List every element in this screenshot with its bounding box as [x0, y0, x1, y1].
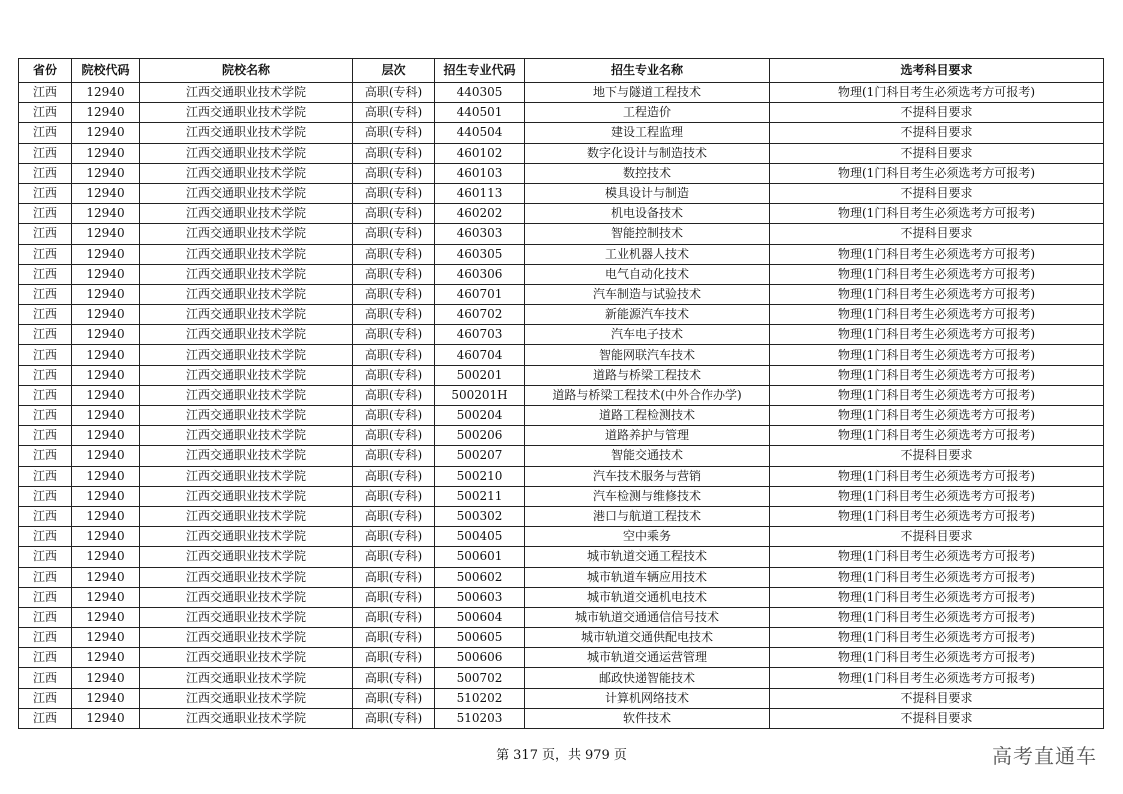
cell-level: 高职(专科) — [353, 244, 435, 264]
cell-subject-requirement: 物理(1门科目考生必须选考方可报考) — [770, 587, 1104, 607]
cell-major-code: 500211 — [435, 486, 525, 506]
cell-province: 江西 — [19, 284, 72, 304]
cell-major-code: 440501 — [435, 103, 525, 123]
cell-province: 江西 — [19, 607, 72, 627]
cell-level: 高职(专科) — [353, 103, 435, 123]
cell-school-name: 江西交通职业技术学院 — [140, 385, 353, 405]
cell-province: 江西 — [19, 466, 72, 486]
cell-major-code: 460702 — [435, 305, 525, 325]
cell-school-name: 江西交通职业技术学院 — [140, 305, 353, 325]
cell-major-code: 500201 — [435, 365, 525, 385]
page-suffix: 页 — [613, 748, 627, 763]
cell-major-code: 500210 — [435, 466, 525, 486]
cell-major-code: 460703 — [435, 325, 525, 345]
cell-subject-requirement: 物理(1门科目考生必须选考方可报考) — [770, 83, 1104, 103]
cell-subject-requirement: 物理(1门科目考生必须选考方可报考) — [770, 325, 1104, 345]
cell-major-name: 软件技术 — [525, 708, 770, 728]
cell-school-code: 12940 — [72, 587, 140, 607]
cell-major-code: 460102 — [435, 143, 525, 163]
cell-major-code: 440305 — [435, 83, 525, 103]
cell-level: 高职(专科) — [353, 365, 435, 385]
cell-level: 高职(专科) — [353, 446, 435, 466]
table-row — [19, 163, 1104, 183]
cell-school-name: 江西交通职业技术学院 — [140, 325, 353, 345]
table-row — [19, 628, 1104, 648]
cell-major-name: 城市轨道车辆应用技术 — [525, 567, 770, 587]
table-row — [19, 547, 1104, 567]
cell-school-name: 江西交通职业技术学院 — [140, 607, 353, 627]
cell-school-code: 12940 — [72, 325, 140, 345]
table-row — [19, 284, 1104, 304]
cell-subject-requirement: 不提科目要求 — [770, 183, 1104, 203]
cell-school-code: 12940 — [72, 406, 140, 426]
cell-subject-requirement: 物理(1门科目考生必须选考方可报考) — [770, 668, 1104, 688]
cell-subject-requirement: 不提科目要求 — [770, 224, 1104, 244]
cell-major-code: 500207 — [435, 446, 525, 466]
cell-level: 高职(专科) — [353, 284, 435, 304]
cell-subject-requirement: 物理(1门科目考生必须选考方可报考) — [770, 385, 1104, 405]
cell-school-name: 江西交通职业技术学院 — [140, 587, 353, 607]
cell-school-name: 江西交通职业技术学院 — [140, 446, 353, 466]
cell-major-name: 汽车检测与维修技术 — [525, 486, 770, 506]
cell-school-name: 江西交通职业技术学院 — [140, 708, 353, 728]
watermark: 高考直通车 — [992, 744, 1097, 768]
cell-major-name: 道路养护与管理 — [525, 426, 770, 446]
cell-province: 江西 — [19, 325, 72, 345]
cell-subject-requirement: 不提科目要求 — [770, 143, 1104, 163]
cell-school-name: 江西交通职业技术学院 — [140, 527, 353, 547]
cell-school-code: 12940 — [72, 648, 140, 668]
cell-major-code: 500201H — [435, 385, 525, 405]
cell-province: 江西 — [19, 668, 72, 688]
cell-level: 高职(专科) — [353, 628, 435, 648]
table-row — [19, 183, 1104, 203]
cell-school-name: 江西交通职业技术学院 — [140, 628, 353, 648]
cell-major-name: 数字化设计与制造技术 — [525, 143, 770, 163]
cell-school-code: 12940 — [72, 183, 140, 203]
cell-major-code: 460306 — [435, 264, 525, 284]
cell-school-code: 12940 — [72, 708, 140, 728]
cell-province: 江西 — [19, 83, 72, 103]
cell-level: 高职(专科) — [353, 183, 435, 203]
cell-school-name: 江西交通职业技术学院 — [140, 648, 353, 668]
cell-school-code: 12940 — [72, 103, 140, 123]
cell-major-code: 500606 — [435, 648, 525, 668]
cell-level: 高职(专科) — [353, 123, 435, 143]
cell-school-code: 12940 — [72, 284, 140, 304]
page-number: 317 — [513, 748, 538, 763]
table-row — [19, 83, 1104, 103]
cell-level: 高职(专科) — [353, 587, 435, 607]
table-row — [19, 224, 1104, 244]
cell-major-name: 港口与航道工程技术 — [525, 506, 770, 526]
cell-school-name: 江西交通职业技术学院 — [140, 123, 353, 143]
cell-major-code: 500601 — [435, 547, 525, 567]
table-row — [19, 406, 1104, 426]
cell-school-name: 江西交通职业技术学院 — [140, 244, 353, 264]
cell-province: 江西 — [19, 628, 72, 648]
page-footer — [0, 744, 1123, 763]
cell-level: 高职(专科) — [353, 385, 435, 405]
cell-school-code: 12940 — [72, 345, 140, 365]
cell-level: 高职(专科) — [353, 668, 435, 688]
cell-major-name: 智能交通技术 — [525, 446, 770, 466]
cell-level: 高职(专科) — [353, 264, 435, 284]
cell-major-name: 空中乘务 — [525, 527, 770, 547]
page-prefix: 第 — [496, 748, 510, 763]
cell-level: 高职(专科) — [353, 688, 435, 708]
cell-subject-requirement: 不提科目要求 — [770, 446, 1104, 466]
cell-school-code: 12940 — [72, 204, 140, 224]
total-pages: 979 — [585, 748, 610, 763]
table-row — [19, 607, 1104, 627]
cell-level: 高职(专科) — [353, 426, 435, 446]
cell-school-code: 12940 — [72, 224, 140, 244]
table-row — [19, 688, 1104, 708]
cell-major-code: 460704 — [435, 345, 525, 365]
cell-subject-requirement: 物理(1门科目考生必须选考方可报考) — [770, 547, 1104, 567]
table-row — [19, 426, 1104, 446]
cell-province: 江西 — [19, 123, 72, 143]
cell-school-code: 12940 — [72, 426, 140, 446]
cell-province: 江西 — [19, 567, 72, 587]
cell-school-name: 江西交通职业技术学院 — [140, 547, 353, 567]
header-level: 层次 — [353, 59, 435, 83]
cell-province: 江西 — [19, 426, 72, 446]
cell-school-name: 江西交通职业技术学院 — [140, 83, 353, 103]
table-row — [19, 506, 1104, 526]
cell-school-name: 江西交通职业技术学院 — [140, 204, 353, 224]
cell-major-name: 汽车技术服务与营销 — [525, 466, 770, 486]
cell-subject-requirement: 物理(1门科目考生必须选考方可报考) — [770, 244, 1104, 264]
cell-subject-requirement: 不提科目要求 — [770, 708, 1104, 728]
cell-major-name: 城市轨道交通通信信号技术 — [525, 607, 770, 627]
header-major-code: 招生专业代码 — [435, 59, 525, 83]
cell-subject-requirement: 物理(1门科目考生必须选考方可报考) — [770, 486, 1104, 506]
cell-school-code: 12940 — [72, 446, 140, 466]
cell-major-name: 工业机器人技术 — [525, 244, 770, 264]
cell-school-code: 12940 — [72, 628, 140, 648]
cell-school-code: 12940 — [72, 385, 140, 405]
cell-level: 高职(专科) — [353, 163, 435, 183]
cell-major-code: 460305 — [435, 244, 525, 264]
cell-school-code: 12940 — [72, 486, 140, 506]
table-row — [19, 103, 1104, 123]
cell-level: 高职(专科) — [353, 486, 435, 506]
cell-level: 高职(专科) — [353, 83, 435, 103]
cell-province: 江西 — [19, 708, 72, 728]
cell-subject-requirement: 物理(1门科目考生必须选考方可报考) — [770, 628, 1104, 648]
table-row — [19, 385, 1104, 405]
cell-province: 江西 — [19, 527, 72, 547]
cell-level: 高职(专科) — [353, 506, 435, 526]
cell-subject-requirement: 物理(1门科目考生必须选考方可报考) — [770, 163, 1104, 183]
table-row — [19, 446, 1104, 466]
cell-subject-requirement: 物理(1门科目考生必须选考方可报考) — [770, 264, 1104, 284]
cell-school-name: 江西交通职业技术学院 — [140, 163, 353, 183]
cell-major-code: 440504 — [435, 123, 525, 143]
table-row — [19, 668, 1104, 688]
cell-level: 高职(专科) — [353, 466, 435, 486]
cell-school-code: 12940 — [72, 305, 140, 325]
cell-subject-requirement: 物理(1门科目考生必须选考方可报考) — [770, 305, 1104, 325]
cell-school-code: 12940 — [72, 365, 140, 385]
cell-major-name: 道路工程检测技术 — [525, 406, 770, 426]
cell-province: 江西 — [19, 204, 72, 224]
table-body — [19, 83, 1104, 729]
table-header-row — [19, 59, 1104, 83]
cell-school-code: 12940 — [72, 607, 140, 627]
cell-school-name: 江西交通职业技术学院 — [140, 688, 353, 708]
cell-province: 江西 — [19, 224, 72, 244]
cell-province: 江西 — [19, 547, 72, 567]
cell-school-code: 12940 — [72, 143, 140, 163]
cell-subject-requirement: 物理(1门科目考生必须选考方可报考) — [770, 284, 1104, 304]
cell-subject-requirement: 物理(1门科目考生必须选考方可报考) — [770, 567, 1104, 587]
table-row — [19, 365, 1104, 385]
cell-major-name: 新能源汽车技术 — [525, 305, 770, 325]
cell-major-name: 城市轨道交通机电技术 — [525, 587, 770, 607]
cell-province: 江西 — [19, 365, 72, 385]
cell-major-name: 邮政快递智能技术 — [525, 668, 770, 688]
cell-major-name: 地下与隧道工程技术 — [525, 83, 770, 103]
cell-subject-requirement: 物理(1门科目考生必须选考方可报考) — [770, 506, 1104, 526]
cell-level: 高职(专科) — [353, 325, 435, 345]
cell-level: 高职(专科) — [353, 527, 435, 547]
cell-major-name: 智能网联汽车技术 — [525, 345, 770, 365]
cell-province: 江西 — [19, 143, 72, 163]
cell-subject-requirement: 不提科目要求 — [770, 123, 1104, 143]
cell-school-code: 12940 — [72, 244, 140, 264]
cell-major-name: 城市轨道交通运营管理 — [525, 648, 770, 668]
cell-school-name: 江西交通职业技术学院 — [140, 365, 353, 385]
cell-major-code: 500206 — [435, 426, 525, 446]
cell-subject-requirement: 物理(1门科目考生必须选考方可报考) — [770, 466, 1104, 486]
cell-major-code: 500605 — [435, 628, 525, 648]
table-row — [19, 486, 1104, 506]
table-row — [19, 466, 1104, 486]
cell-major-code: 500405 — [435, 527, 525, 547]
table-row — [19, 305, 1104, 325]
cell-province: 江西 — [19, 103, 72, 123]
cell-subject-requirement: 物理(1门科目考生必须选考方可报考) — [770, 607, 1104, 627]
cell-level: 高职(专科) — [353, 648, 435, 668]
cell-province: 江西 — [19, 648, 72, 668]
cell-major-code: 510203 — [435, 708, 525, 728]
cell-school-name: 江西交通职业技术学院 — [140, 486, 353, 506]
cell-major-name: 道路与桥梁工程技术(中外合作办学) — [525, 385, 770, 405]
cell-subject-requirement: 物理(1门科目考生必须选考方可报考) — [770, 365, 1104, 385]
cell-major-code: 500702 — [435, 668, 525, 688]
cell-subject-requirement: 不提科目要求 — [770, 688, 1104, 708]
cell-level: 高职(专科) — [353, 406, 435, 426]
cell-major-name: 城市轨道交通供配电技术 — [525, 628, 770, 648]
table-row — [19, 325, 1104, 345]
cell-province: 江西 — [19, 506, 72, 526]
header-school-name: 院校名称 — [140, 59, 353, 83]
table-row — [19, 708, 1104, 728]
cell-major-name: 汽车制造与试验技术 — [525, 284, 770, 304]
cell-school-code: 12940 — [72, 163, 140, 183]
table-row — [19, 143, 1104, 163]
cell-level: 高职(专科) — [353, 567, 435, 587]
cell-province: 江西 — [19, 446, 72, 466]
cell-major-name: 模具设计与制造 — [525, 183, 770, 203]
cell-school-code: 12940 — [72, 567, 140, 587]
cell-school-name: 江西交通职业技术学院 — [140, 426, 353, 446]
cell-major-name: 计算机网络技术 — [525, 688, 770, 708]
cell-school-name: 江西交通职业技术学院 — [140, 567, 353, 587]
cell-major-code: 460303 — [435, 224, 525, 244]
cell-school-name: 江西交通职业技术学院 — [140, 103, 353, 123]
cell-major-code: 460202 — [435, 204, 525, 224]
cell-province: 江西 — [19, 305, 72, 325]
cell-school-name: 江西交通职业技术学院 — [140, 345, 353, 365]
cell-school-name: 江西交通职业技术学院 — [140, 224, 353, 244]
cell-major-name: 数控技术 — [525, 163, 770, 183]
cell-major-code: 460113 — [435, 183, 525, 203]
header-school-code: 院校代码 — [72, 59, 140, 83]
admissions-table — [18, 58, 1104, 729]
cell-school-code: 12940 — [72, 264, 140, 284]
cell-school-name: 江西交通职业技术学院 — [140, 143, 353, 163]
cell-level: 高职(专科) — [353, 143, 435, 163]
table-row — [19, 244, 1104, 264]
table-row — [19, 204, 1104, 224]
cell-level: 高职(专科) — [353, 224, 435, 244]
cell-province: 江西 — [19, 688, 72, 708]
table-row — [19, 345, 1104, 365]
cell-school-code: 12940 — [72, 83, 140, 103]
table-row — [19, 567, 1104, 587]
cell-level: 高职(专科) — [353, 345, 435, 365]
cell-school-code: 12940 — [72, 668, 140, 688]
cell-major-name: 建设工程监理 — [525, 123, 770, 143]
cell-province: 江西 — [19, 587, 72, 607]
cell-province: 江西 — [19, 264, 72, 284]
cell-subject-requirement: 物理(1门科目考生必须选考方可报考) — [770, 204, 1104, 224]
cell-level: 高职(专科) — [353, 607, 435, 627]
cell-major-name: 汽车电子技术 — [525, 325, 770, 345]
cell-subject-requirement: 不提科目要求 — [770, 103, 1104, 123]
cell-school-code: 12940 — [72, 688, 140, 708]
cell-level: 高职(专科) — [353, 305, 435, 325]
cell-subject-requirement: 物理(1门科目考生必须选考方可报考) — [770, 648, 1104, 668]
cell-major-name: 智能控制技术 — [525, 224, 770, 244]
cell-school-name: 江西交通职业技术学院 — [140, 668, 353, 688]
cell-subject-requirement: 不提科目要求 — [770, 527, 1104, 547]
page-mid: 页，共 — [541, 748, 581, 763]
cell-province: 江西 — [19, 385, 72, 405]
cell-major-code: 500204 — [435, 406, 525, 426]
cell-province: 江西 — [19, 345, 72, 365]
cell-major-code: 500602 — [435, 567, 525, 587]
cell-major-code: 510202 — [435, 688, 525, 708]
cell-level: 高职(专科) — [353, 708, 435, 728]
table-row — [19, 264, 1104, 284]
cell-major-name: 机电设备技术 — [525, 204, 770, 224]
cell-school-name: 江西交通职业技术学院 — [140, 506, 353, 526]
cell-school-name: 江西交通职业技术学院 — [140, 284, 353, 304]
cell-province: 江西 — [19, 163, 72, 183]
cell-major-name: 城市轨道交通工程技术 — [525, 547, 770, 567]
header-subject-requirement: 选考科目要求 — [770, 59, 1104, 83]
cell-school-code: 12940 — [72, 527, 140, 547]
cell-major-name: 道路与桥梁工程技术 — [525, 365, 770, 385]
cell-major-name: 电气自动化技术 — [525, 264, 770, 284]
cell-subject-requirement: 物理(1门科目考生必须选考方可报考) — [770, 426, 1104, 446]
cell-subject-requirement: 物理(1门科目考生必须选考方可报考) — [770, 345, 1104, 365]
cell-school-name: 江西交通职业技术学院 — [140, 264, 353, 284]
table-row — [19, 527, 1104, 547]
cell-province: 江西 — [19, 183, 72, 203]
cell-major-code: 460103 — [435, 163, 525, 183]
table-row — [19, 587, 1104, 607]
table-row — [19, 648, 1104, 668]
cell-major-code: 500603 — [435, 587, 525, 607]
cell-major-code: 500604 — [435, 607, 525, 627]
cell-school-code: 12940 — [72, 123, 140, 143]
cell-school-code: 12940 — [72, 506, 140, 526]
cell-school-code: 12940 — [72, 466, 140, 486]
cell-school-code: 12940 — [72, 547, 140, 567]
header-province: 省份 — [19, 59, 72, 83]
cell-province: 江西 — [19, 486, 72, 506]
header-major-name: 招生专业名称 — [525, 59, 770, 83]
cell-school-name: 江西交通职业技术学院 — [140, 466, 353, 486]
cell-subject-requirement: 物理(1门科目考生必须选考方可报考) — [770, 406, 1104, 426]
cell-school-name: 江西交通职业技术学院 — [140, 406, 353, 426]
cell-major-code: 500302 — [435, 506, 525, 526]
cell-major-name: 工程造价 — [525, 103, 770, 123]
table-row — [19, 123, 1104, 143]
cell-level: 高职(专科) — [353, 547, 435, 567]
cell-province: 江西 — [19, 406, 72, 426]
cell-province: 江西 — [19, 244, 72, 264]
cell-major-code: 460701 — [435, 284, 525, 304]
cell-level: 高职(专科) — [353, 204, 435, 224]
cell-school-name: 江西交通职业技术学院 — [140, 183, 353, 203]
